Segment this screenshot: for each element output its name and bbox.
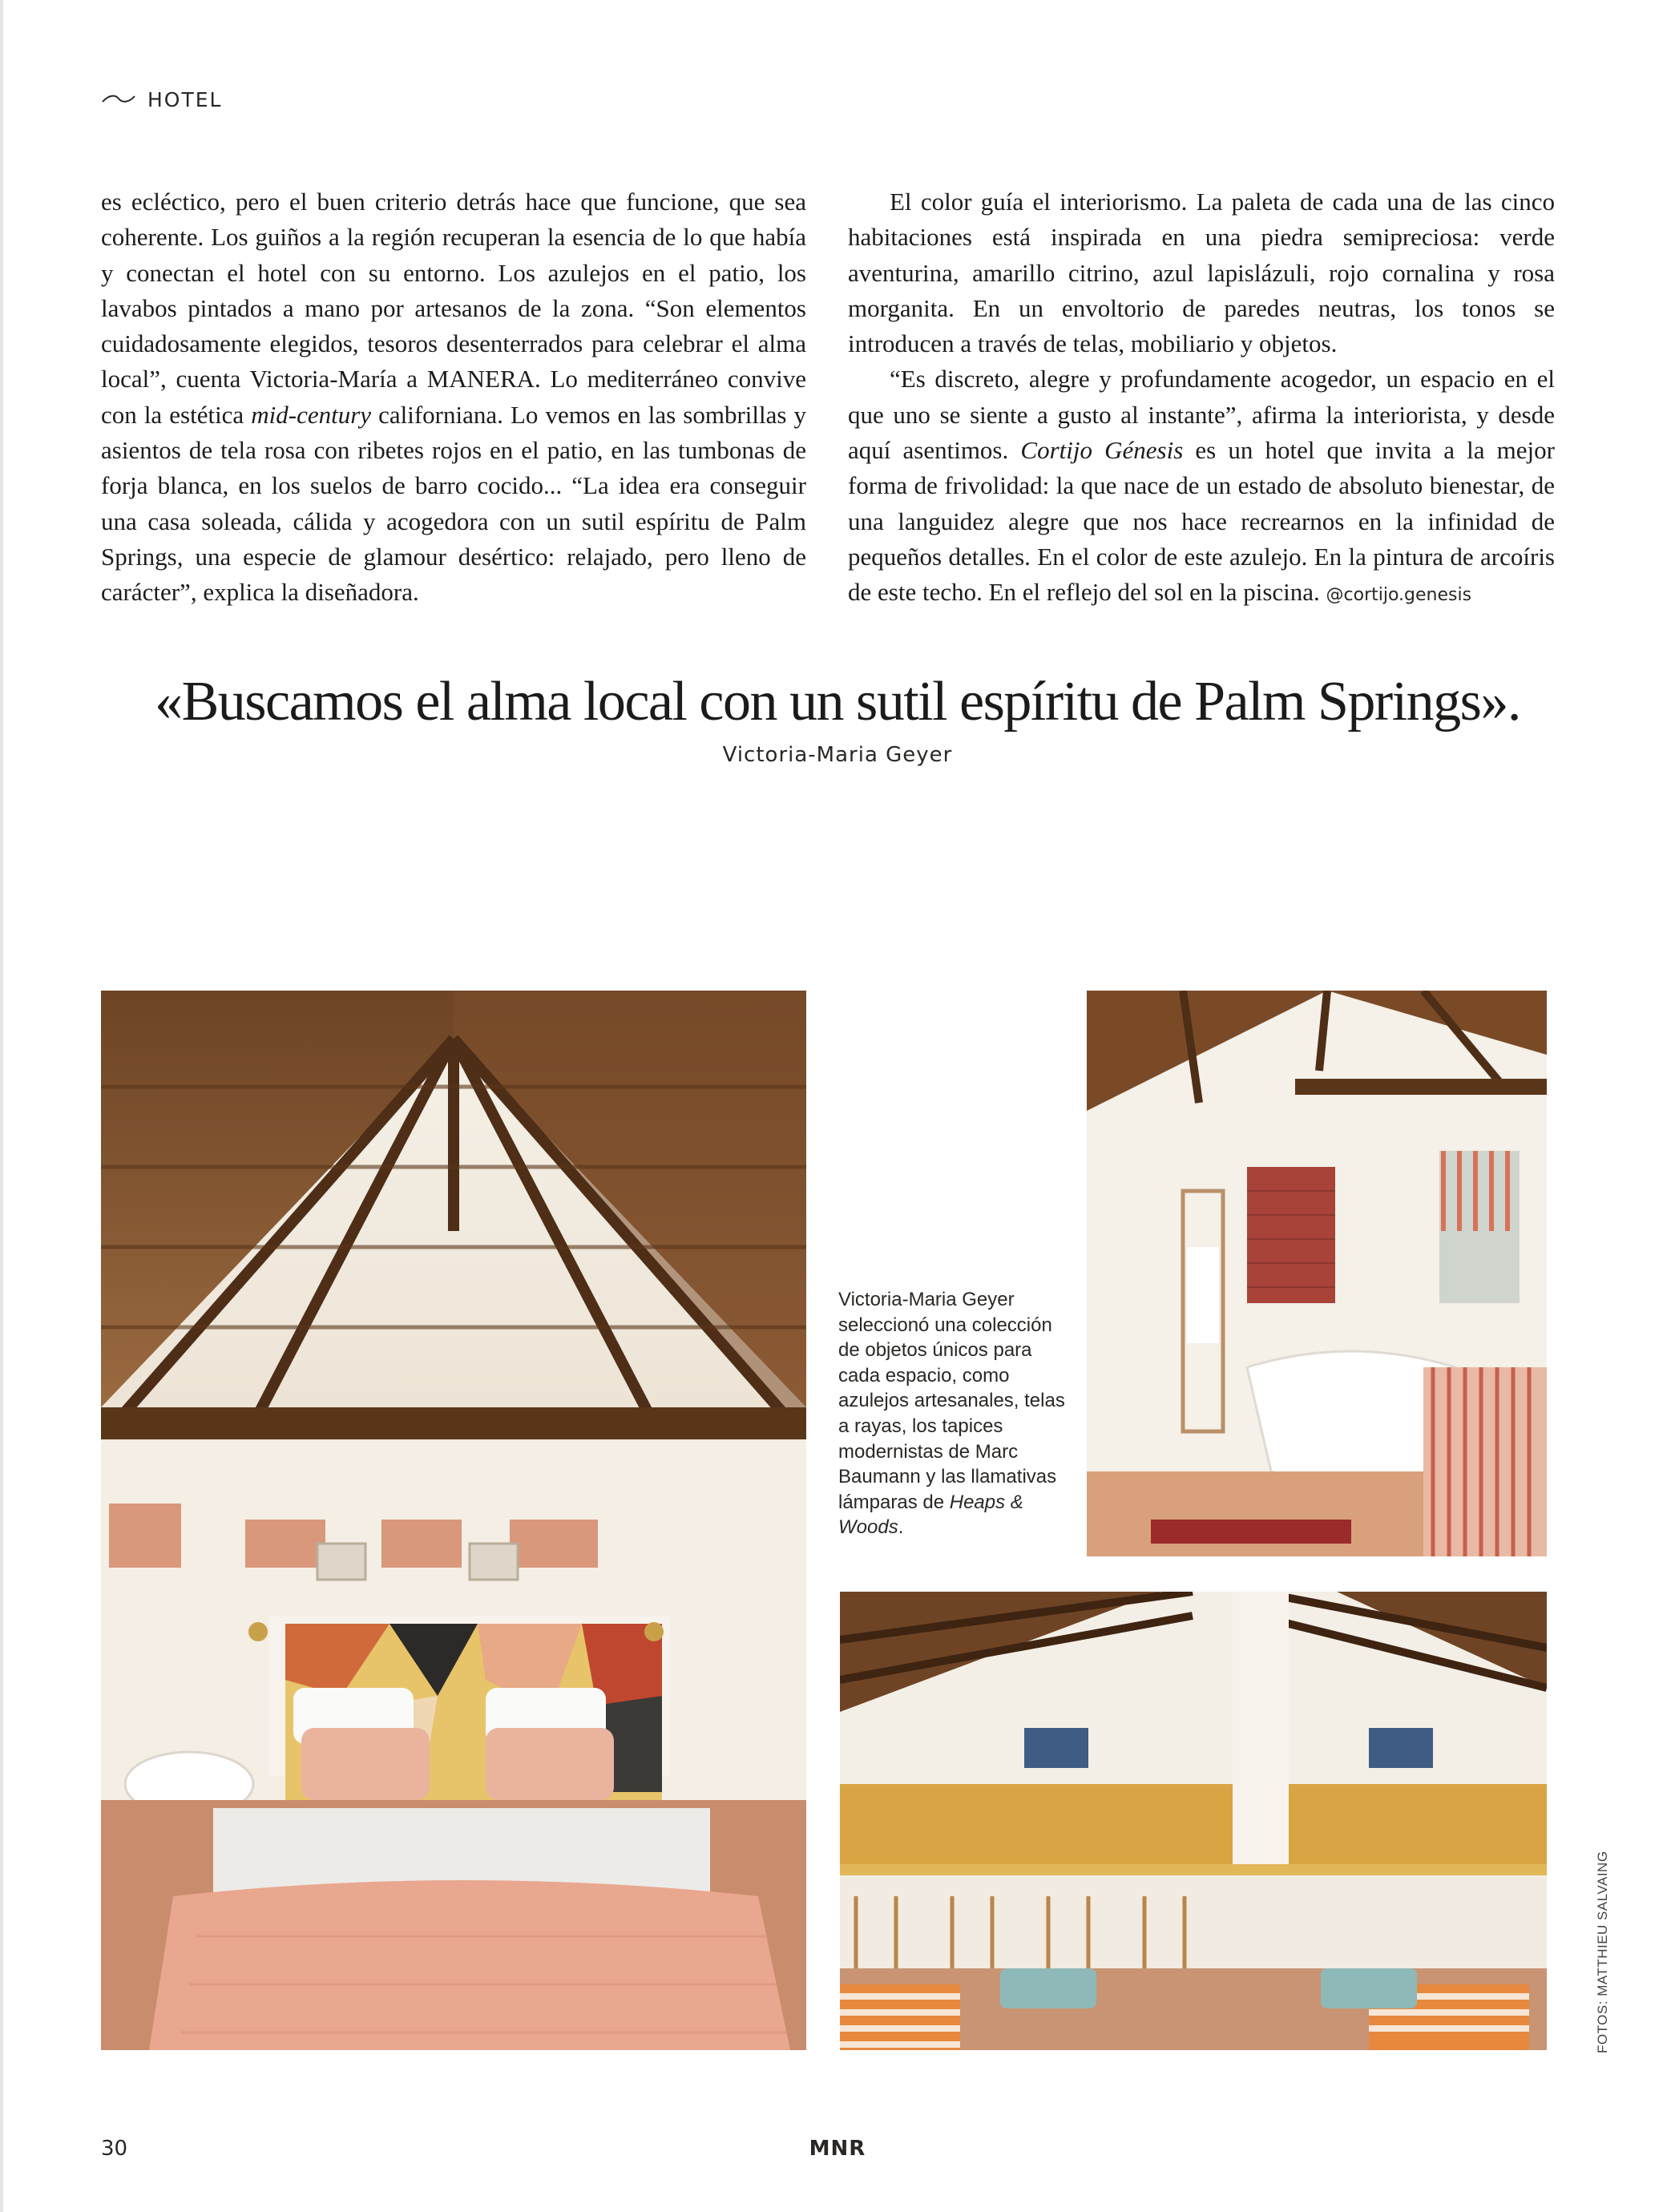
body-text: es un hotel que invita a la mejor forma de frivolidad: la que nace de un estado de absoluto bienestar, de una languidez alegre que nos hace recrearnos en la infinidad de pequeños detalles. En el color de este azulejo. En la pintura de arcoíris de este techo. En el reflejo del sol en la piscina.: [848, 436, 1555, 607]
caption-text: .: [898, 1516, 904, 1539]
body-paragraph: El color guía el interiorismo. La paleta de cada una de las cinco habitaciones está inspirada en una piedra semipreciosa: verde aventurina, amarillo citrino, azul lapislázuli, rojo cornalina y rosa morganita. En un envoltorio de paredes neutras, los tonos se introducen a través de telas, mobiliario y objetos.: [848, 188, 1555, 358]
body-paragraph: [848, 361, 1555, 613]
page-number: 30: [101, 2137, 128, 2161]
bedroom-illustration: [101, 991, 806, 2050]
caption-text-italic: Heaps & Woods: [838, 1491, 1023, 1539]
pull-quote-author: Victoria-Maria Geyer: [722, 743, 953, 767]
page-edge: [0, 0, 3, 2212]
tilde-icon: [101, 94, 136, 105]
photo-caption: [838, 1287, 1071, 1540]
body-text-italic: Cortijo Génesis: [1020, 436, 1184, 465]
bathroom-photo: [1087, 991, 1547, 1556]
body-text: es ecléctico, pero el buen criterio detrás hace que funcione, que sea coherente. Los guiños a la región recuperan la esencia de lo que había y conectan el hotel con su entorno. Los azulejos en el patio, los lavabos pintados a mano por artesanos de la zona. “Son elementos cuidadosamente elegidos, tesoros desenterrados para celebrar el alma local”, cuenta Victoria-María a MANERA. Lo mediterráneo convive con la estética: [101, 188, 806, 429]
section-label-text: HOTEL: [147, 87, 223, 111]
body-column-left: [101, 184, 806, 611]
body-text: californiana. Lo vemos en las sombrillas y asientos de tela rosa con ribetes rojos en el patio, en las tumbonas de forja blanca, en los suelos de barro cocido... “La idea era conseguir una casa soleada, cálida y acogedora con un sutil espíritu de Palm Springs, una especie de glamour desértico: relajado, pero lleno de carácter”, explica la diseñadora.: [101, 400, 806, 607]
pull-quote: «Buscamos el alma local con un sutil espíritu de Palm Springs».: [155, 671, 1520, 733]
kitchen-photo: [840, 1592, 1547, 2050]
bathroom-illustration: [1087, 991, 1547, 1556]
photo-credit-text: FOTOS: MATTHIEU SALVAING: [1595, 1851, 1610, 2053]
caption-text: Victoria-Maria Geyer seleccionó una colección de objetos únicos para cada espacio, como azulejos artesanales, telas a rayas, los tapices modernistas de Marc Baumann y las llamativas lámparas de: [838, 1289, 1065, 1513]
bedroom-photo: [101, 991, 806, 2050]
body-column-right: [848, 184, 1555, 614]
kitchen-illustration: [840, 1592, 1547, 2050]
body-text-italic: mid-century: [251, 400, 372, 429]
body-text: “Es discreto, alegre y profundamente acogedor, un espacio en el que uno se siente a gusto al instante”, afirma la interiorista, y desde aquí asentimos.: [848, 365, 1555, 465]
section-label: [101, 85, 222, 114]
body-paragraph: [101, 184, 806, 611]
magazine-brand: MNR: [809, 2137, 866, 2161]
instagram-handle[interactable]: @cortijo.genesis: [1326, 585, 1472, 606]
